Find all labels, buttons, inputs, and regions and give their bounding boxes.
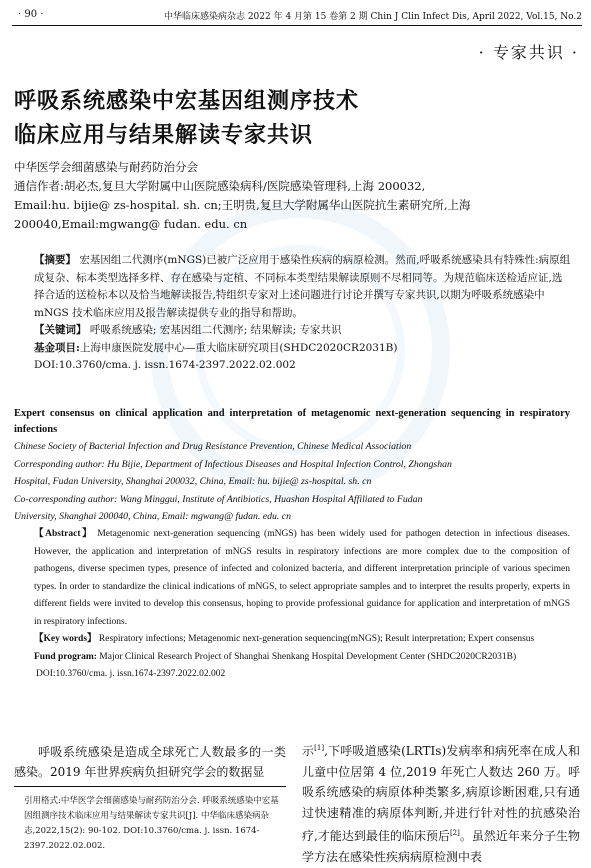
fund-zh-label: 基金项目: [34, 341, 80, 354]
fund-en [14, 649, 570, 667]
reference-2[interactable]: [2] [449, 829, 460, 837]
keywords-en-label: 【Key words】 [34, 634, 97, 644]
body-text-left [14, 742, 286, 782]
authors-en-line: University, Shanghai 200040, China, Email: mgwang@ fudan. edu. cn [14, 511, 292, 522]
title-en: Expert consensus on clinical application and interpretation of metagenomic next-generation sequencing in respiratory infections [14, 408, 570, 435]
header-rule [12, 25, 582, 26]
abstract-en-label: 【Abstract】 [34, 529, 94, 539]
org-line: 中华医学会细菌感染与耐药防治分会 [14, 160, 198, 174]
authors-en [14, 438, 570, 526]
keywords-zh-label: 【关键词】 [34, 324, 87, 336]
fund-en-label: Fund program: [34, 651, 97, 662]
fund-zh [34, 340, 572, 358]
keywords-en-text: Respiratory infections; Metagenomic next-generation sequencing(mNGS); Result interpretation; Expert consensus [96, 634, 535, 644]
citation-format: 引用格式:中华医学会细菌感染与耐药防治分会. 呼吸系统感染中宏基因组测序技术临床应用与结果解读专家共识[J]. 中华临床感染病杂志,2022,15(2): 90-102. DOI:10.3760/cma. j. issn. 1674-2397.2022.02.002. [24, 796, 279, 851]
doi-en: DOI:10.3760/cma. j. issn.1674-2397.2022.02.002 [36, 669, 226, 679]
page-number: · 90 · [18, 9, 44, 20]
abstract-zh [34, 252, 572, 375]
title-zh-line2: 临床应用与结果解读专家共识 [14, 122, 314, 148]
doi-zh: DOI:10.3760/cma. j. issn.1674-2397.2022.02.002 [34, 359, 296, 371]
authors-en-line: Corresponding author: Hu Bijie, Department of Infectious Diseases and Hospital Infection Control, Zhongshan [14, 458, 452, 470]
reference-1[interactable]: [1] [314, 744, 325, 752]
abstract-zh-text: 宏基因组二代测序(mNGS)已被广泛应用于感染性疾病的病原检测。然而,呼吸系统感染具有特殊性:病原组成复杂、标本类型选择多样、存在感染与定植、不同标本类型结果解读原则不尽相同等。为规范临床送检适应证,选择合适的送检标本以及恰当地解读报告,特组织专家对上述问题进行讨论并撰写专家共识,以期为呼吸系统感染中 mNGS 技术临床应用及报告解读提供专业的指导和帮助。 [34, 254, 571, 319]
body-right-b: ,下呼吸道感染(LRTIs)发病率和病死率在成人和儿童中位居第 4 位,2019 年死亡人数达 260 万。呼吸系统感染的病原体种类繁多,病原诊断困难,只有通过快速精准的病原体判断,并进行针对性的抗感染治疗,才能达到最佳的临床预后 [302, 744, 580, 843]
section-tag: · 专家共识 · [478, 43, 579, 62]
journal-header: 中华临床感染病杂志 2022 年 4 月第 15 卷第 2 期 Chin J Clin Infect Dis, April 2022, Vol.15, No.2 [163, 12, 582, 22]
citation-rule [14, 786, 286, 787]
body-text-right [302, 738, 580, 867]
authors-en-line: Co-corresponding author: Wang Minggui, Institute of Antibiotics, Huashan Hospital Affiliated to Fudan [14, 493, 423, 505]
abstract-en-paragraph [14, 526, 570, 631]
authors-en-line: Chinese Society of Bacterial Infection and Drug Resistance Prevention, Chinese Medical Association [14, 441, 412, 452]
org-line: 通信作者:胡必杰,复旦大学附属中山医院感染病科/医院感染管理科,上海 200032, [14, 179, 426, 193]
abstract-en-text: Metagenomic next-generation sequencing (mNGS) has been widely used for pathogen detection in infectious diseases. However, the application and interpretation of mNGS results in respiratory infections are more complex due to the composition of pathogens, diverse specimen types, presence of infected and colonized bacteria, and different interpretation principle of various specimen types. In order to standardize the clinical indications of mNGS, to select appropriate samples and to interpret the results properly, experts in different fields were invited to develop this consensus, hoping to provide professional guidance for application and interpretation of mNGS in respiratory infections. [34, 529, 570, 627]
fund-en-text: Major Clinical Research Project of Shanghai Shenkang Hospital Development Center (SHDC2020CR2031B) [96, 651, 517, 662]
keywords-zh [34, 322, 572, 340]
org-line: 200040,Email:mgwang@ fudan. edu. cn [14, 217, 248, 231]
body-right-c: 。虽然近年来分子生物学方法在感染性疾病病原检测中表 [302, 829, 580, 864]
title-zh-line1: 呼吸系统感染中宏基因组测序技术 [14, 88, 360, 114]
body-right-a: 示 [302, 744, 315, 758]
title-zh [14, 84, 359, 152]
abstract-zh-label: 【摘要】 [34, 254, 76, 266]
fund-zh-text: 上海申康医院发展中心—重大临床研究项目(SHDC2020CR2031B) [79, 341, 398, 354]
body-left-text: 呼吸系统感染是造成全球死亡人数最多的一类感染。2019 年世界疾病负担研究学会的数据显 [14, 745, 286, 779]
keywords-en [14, 631, 570, 649]
abstract-zh-paragraph [34, 252, 572, 322]
authors-en-line: Hospital, Fudan University, Shanghai 200032, China, Email: hu. bijie@ zs-hospital. sh. cn [14, 476, 372, 487]
abstract-en [14, 526, 570, 684]
author-affiliation-zh [14, 158, 574, 234]
org-line: Email:hu. bijie@ zs-hospital. sh. cn;王明贵,复旦大学附属华山医院抗生素研究所,上海 [14, 198, 471, 212]
keywords-zh-text: 呼吸系统感染; 宏基因组二代测序; 结果解读; 专家共识 [86, 324, 342, 336]
